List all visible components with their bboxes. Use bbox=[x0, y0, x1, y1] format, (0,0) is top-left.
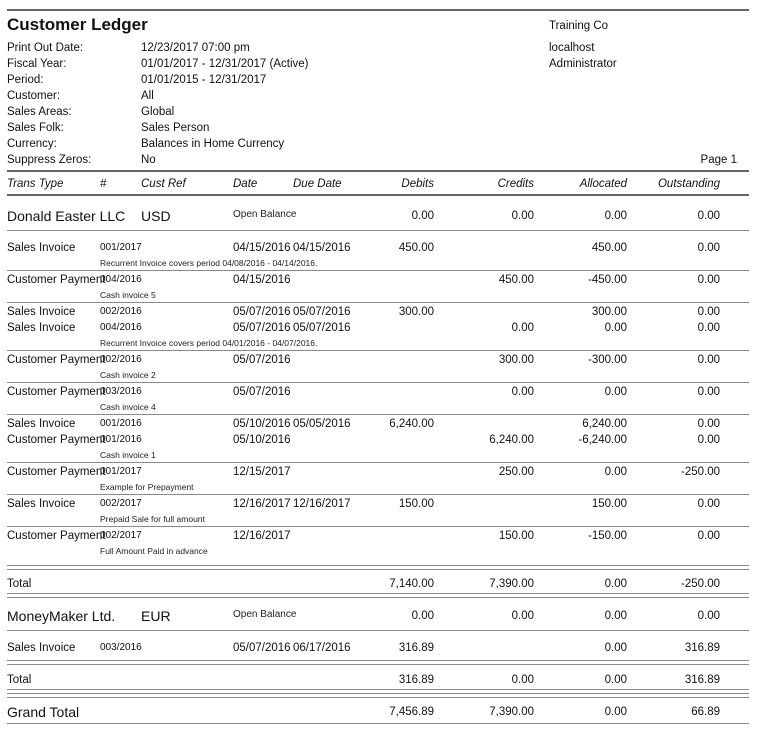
outstanding-cell: -250.00 bbox=[680, 466, 720, 478]
row-rule bbox=[7, 350, 749, 351]
grand-total-bottom-rule bbox=[7, 723, 749, 724]
outstanding-cell: 316.89 bbox=[684, 642, 720, 654]
debits-cell: 316.89 bbox=[398, 642, 434, 654]
col-trans-type: Trans Type bbox=[7, 178, 64, 190]
memo-note: Recurrent Invoice covers period 04/01/2016 - 04/07/2016. bbox=[100, 338, 318, 348]
total-bottom-rule bbox=[7, 689, 749, 690]
param-value: Balances in Home Currency bbox=[141, 138, 285, 150]
allocated-cell: 450.00 bbox=[591, 242, 627, 254]
allocated-cell: -150.00 bbox=[587, 530, 627, 542]
host-name: localhost bbox=[549, 42, 595, 54]
outstanding-cell: 0.00 bbox=[697, 610, 720, 622]
trans-type-cell: Customer Payment bbox=[7, 434, 106, 446]
col-date: Date bbox=[233, 178, 258, 190]
trans-type-cell: Customer Payment bbox=[7, 386, 106, 398]
col-debits: Debits bbox=[401, 178, 434, 190]
col-allocated: Allocated bbox=[579, 178, 627, 190]
customer-name: Donald Easter LLC bbox=[7, 208, 126, 224]
debits-cell: 0.00 bbox=[411, 210, 434, 222]
due-date-cell: 05/07/2016 bbox=[293, 322, 351, 334]
due-date-cell: 06/17/2016 bbox=[293, 642, 351, 654]
due-date-cell: 05/07/2016 bbox=[293, 306, 351, 318]
grand-total-top-rule bbox=[7, 697, 749, 698]
param-label: Period: bbox=[7, 74, 44, 86]
trans-type-cell: Customer Payment bbox=[7, 354, 106, 366]
date-cell: 12/15/2017 bbox=[233, 466, 291, 478]
param-value: Sales Person bbox=[141, 122, 210, 134]
trans-type-cell: Sales Invoice bbox=[7, 642, 76, 654]
trans-type-cell: Customer Payment bbox=[7, 274, 106, 286]
debits-cell: 7,140.00 bbox=[389, 578, 434, 590]
outstanding-cell: 0.00 bbox=[697, 418, 720, 430]
param-value: 12/23/2017 07:00 pm bbox=[141, 42, 250, 54]
debits-cell: 450.00 bbox=[398, 242, 434, 254]
trans-number-cell: 001/2016 bbox=[100, 418, 142, 429]
memo-note: Cash invoice 1 bbox=[100, 450, 156, 460]
due-date-cell: 05/05/2016 bbox=[293, 418, 351, 430]
allocated-cell: 0.00 bbox=[604, 642, 627, 654]
date-cell: 12/16/2017 bbox=[233, 530, 291, 542]
param-value: All bbox=[141, 90, 154, 102]
outstanding-cell: 0.00 bbox=[697, 322, 720, 334]
total-bottom-rule-2 bbox=[7, 693, 749, 694]
allocated-cell: -6,240.00 bbox=[578, 434, 627, 446]
user-name: Administrator bbox=[549, 58, 617, 70]
total-bottom-rule bbox=[7, 593, 749, 594]
param-label: Currency: bbox=[7, 138, 57, 150]
param-value: Global bbox=[141, 106, 175, 118]
trans-number-cell: 004/2016 bbox=[100, 274, 142, 285]
trans-type-cell: Sales Invoice bbox=[7, 306, 76, 318]
outstanding-cell: 316.89 bbox=[684, 674, 720, 686]
date-cell: 05/10/2016 bbox=[233, 418, 291, 430]
debits-cell: 6,240.00 bbox=[389, 418, 434, 430]
debits-cell: 316.89 bbox=[398, 674, 434, 686]
trans-type-cell: Customer Payment bbox=[7, 530, 106, 542]
open-balance-label: Open Balance bbox=[233, 209, 297, 220]
col-outstanding: Outstanding bbox=[657, 178, 720, 190]
allocated-cell: 0.00 bbox=[604, 466, 627, 478]
memo-note: Prepaid Sale for full amount bbox=[100, 514, 205, 524]
param-label: Suppress Zeros: bbox=[7, 154, 92, 166]
customer-open-rule bbox=[7, 630, 749, 631]
debits-cell: 150.00 bbox=[398, 498, 434, 510]
outstanding-cell: 0.00 bbox=[697, 242, 720, 254]
customer-currency: EUR bbox=[141, 608, 171, 624]
col-num: # bbox=[100, 178, 107, 190]
credits-cell: 0.00 bbox=[511, 322, 534, 334]
trans-number-cell: 004/2016 bbox=[100, 322, 142, 333]
col-credits: Credits bbox=[497, 178, 534, 190]
allocated-cell: 300.00 bbox=[591, 306, 627, 318]
outstanding-cell: 0.00 bbox=[697, 306, 720, 318]
param-value: No bbox=[141, 154, 156, 166]
credits-cell: 450.00 bbox=[498, 274, 534, 286]
row-rule bbox=[7, 270, 749, 271]
debits-cell: 0.00 bbox=[411, 610, 434, 622]
company-name: Training Co bbox=[549, 20, 609, 32]
outstanding-cell: 0.00 bbox=[697, 498, 720, 510]
customer-currency: USD bbox=[141, 208, 171, 224]
memo-note: Full Amount Paid in advance bbox=[100, 546, 208, 556]
allocated-cell: 0.00 bbox=[604, 706, 627, 718]
credits-cell: 7,390.00 bbox=[489, 706, 534, 718]
param-label: Customer: bbox=[7, 90, 61, 102]
param-value: 01/01/2015 - 12/31/2017 bbox=[141, 74, 267, 86]
allocated-cell: 0.00 bbox=[604, 674, 627, 686]
report-title: Customer Ledger bbox=[7, 15, 148, 34]
param-label: Sales Areas: bbox=[7, 106, 72, 118]
trans-number-cell: 001/2016 bbox=[100, 434, 142, 445]
credits-cell: 0.00 bbox=[511, 210, 534, 222]
debits-cell: 7,456.89 bbox=[389, 706, 434, 718]
credits-cell: 6,240.00 bbox=[489, 434, 534, 446]
date-cell: 12/16/2017 bbox=[233, 498, 291, 510]
allocated-cell: -300.00 bbox=[587, 354, 627, 366]
grand-total-label: Grand Total bbox=[7, 704, 80, 720]
trans-type-cell: Sales Invoice bbox=[7, 418, 76, 430]
outstanding-cell: 66.89 bbox=[691, 706, 720, 718]
trans-type-cell: Sales Invoice bbox=[7, 242, 76, 254]
credits-cell: 7,390.00 bbox=[489, 578, 534, 590]
credits-cell: 300.00 bbox=[498, 354, 534, 366]
row-rule bbox=[7, 302, 749, 303]
date-cell: 05/10/2016 bbox=[233, 434, 291, 446]
col-cust-ref: Cust Ref bbox=[141, 178, 186, 190]
param-value: 01/01/2017 - 12/31/2017 (Active) bbox=[141, 58, 309, 70]
trans-type-cell: Sales Invoice bbox=[7, 498, 76, 510]
trans-number-cell: 001/2017 bbox=[100, 466, 142, 477]
allocated-cell: 0.00 bbox=[604, 386, 627, 398]
memo-note: Cash invoice 2 bbox=[100, 370, 156, 380]
date-cell: 04/15/2016 bbox=[233, 274, 291, 286]
credits-cell: 150.00 bbox=[498, 530, 534, 542]
trans-number-cell: 002/2016 bbox=[100, 306, 142, 317]
memo-note: Cash invoice 4 bbox=[100, 402, 156, 412]
date-cell: 05/07/2016 bbox=[233, 642, 291, 654]
outstanding-cell: 0.00 bbox=[697, 434, 720, 446]
trans-number-cell: 002/2016 bbox=[100, 354, 142, 365]
allocated-cell: 150.00 bbox=[591, 498, 627, 510]
trans-number-cell: 002/2017 bbox=[100, 498, 142, 509]
total-rule-a bbox=[7, 660, 749, 661]
credits-cell: 0.00 bbox=[511, 674, 534, 686]
customer-name: MoneyMaker Ltd. bbox=[7, 608, 116, 624]
col-due-date: Due Date bbox=[293, 178, 342, 190]
allocated-cell: 0.00 bbox=[604, 578, 627, 590]
allocated-cell: 0.00 bbox=[604, 610, 627, 622]
date-cell: 04/15/2016 bbox=[233, 242, 291, 254]
open-balance-label: Open Balance bbox=[233, 609, 297, 620]
row-rule bbox=[7, 462, 749, 463]
date-cell: 05/07/2016 bbox=[233, 322, 291, 334]
allocated-cell: -450.00 bbox=[587, 274, 627, 286]
allocated-cell: 0.00 bbox=[604, 210, 627, 222]
date-cell: 05/07/2016 bbox=[233, 306, 291, 318]
memo-note: Cash invoice 5 bbox=[100, 290, 156, 300]
credits-cell: 0.00 bbox=[511, 610, 534, 622]
row-rule bbox=[7, 382, 749, 383]
allocated-cell: 6,240.00 bbox=[582, 418, 627, 430]
outstanding-cell: 0.00 bbox=[697, 530, 720, 542]
columns-bottom-rule bbox=[7, 194, 749, 196]
trans-number-cell: 003/2016 bbox=[100, 386, 142, 397]
total-rule-b bbox=[7, 569, 749, 570]
credits-cell: 0.00 bbox=[511, 386, 534, 398]
row-rule bbox=[7, 414, 749, 415]
trans-number-cell: 001/2017 bbox=[100, 242, 142, 253]
columns-top-rule bbox=[7, 170, 749, 172]
param-label: Sales Folk: bbox=[7, 122, 64, 134]
outstanding-cell: -250.00 bbox=[680, 578, 720, 590]
outstanding-cell: 0.00 bbox=[697, 210, 720, 222]
total-label: Total bbox=[7, 578, 32, 590]
row-rule bbox=[7, 494, 749, 495]
date-cell: 05/07/2016 bbox=[233, 354, 291, 366]
outstanding-cell: 0.00 bbox=[697, 386, 720, 398]
outstanding-cell: 0.00 bbox=[697, 274, 720, 286]
param-label: Print Out Date: bbox=[7, 42, 84, 54]
trans-type-cell: Customer Payment bbox=[7, 466, 106, 478]
param-label: Fiscal Year: bbox=[7, 58, 67, 70]
credits-cell: 250.00 bbox=[498, 466, 534, 478]
debits-cell: 300.00 bbox=[398, 306, 434, 318]
row-rule bbox=[7, 526, 749, 527]
total-rule-b bbox=[7, 664, 749, 665]
trans-number-cell: 003/2016 bbox=[100, 642, 142, 653]
date-cell: 05/07/2016 bbox=[233, 386, 291, 398]
outstanding-cell: 0.00 bbox=[697, 354, 720, 366]
memo-note: Example for Prepayment bbox=[100, 482, 194, 492]
trans-type-cell: Sales Invoice bbox=[7, 322, 76, 334]
memo-note: Recurrent Invoice covers period 04/08/2016 - 04/14/2016. bbox=[100, 258, 318, 268]
customer-open-rule bbox=[7, 230, 749, 231]
total-bottom-rule-2 bbox=[7, 597, 749, 598]
total-label: Total bbox=[7, 674, 32, 686]
due-date-cell: 12/16/2017 bbox=[293, 498, 351, 510]
allocated-cell: 0.00 bbox=[604, 322, 627, 334]
trans-number-cell: 002/2017 bbox=[100, 530, 142, 541]
top-rule bbox=[7, 9, 749, 11]
total-rule-a bbox=[7, 565, 749, 566]
page-number: Page 1 bbox=[700, 154, 737, 166]
due-date-cell: 04/15/2016 bbox=[293, 242, 351, 254]
